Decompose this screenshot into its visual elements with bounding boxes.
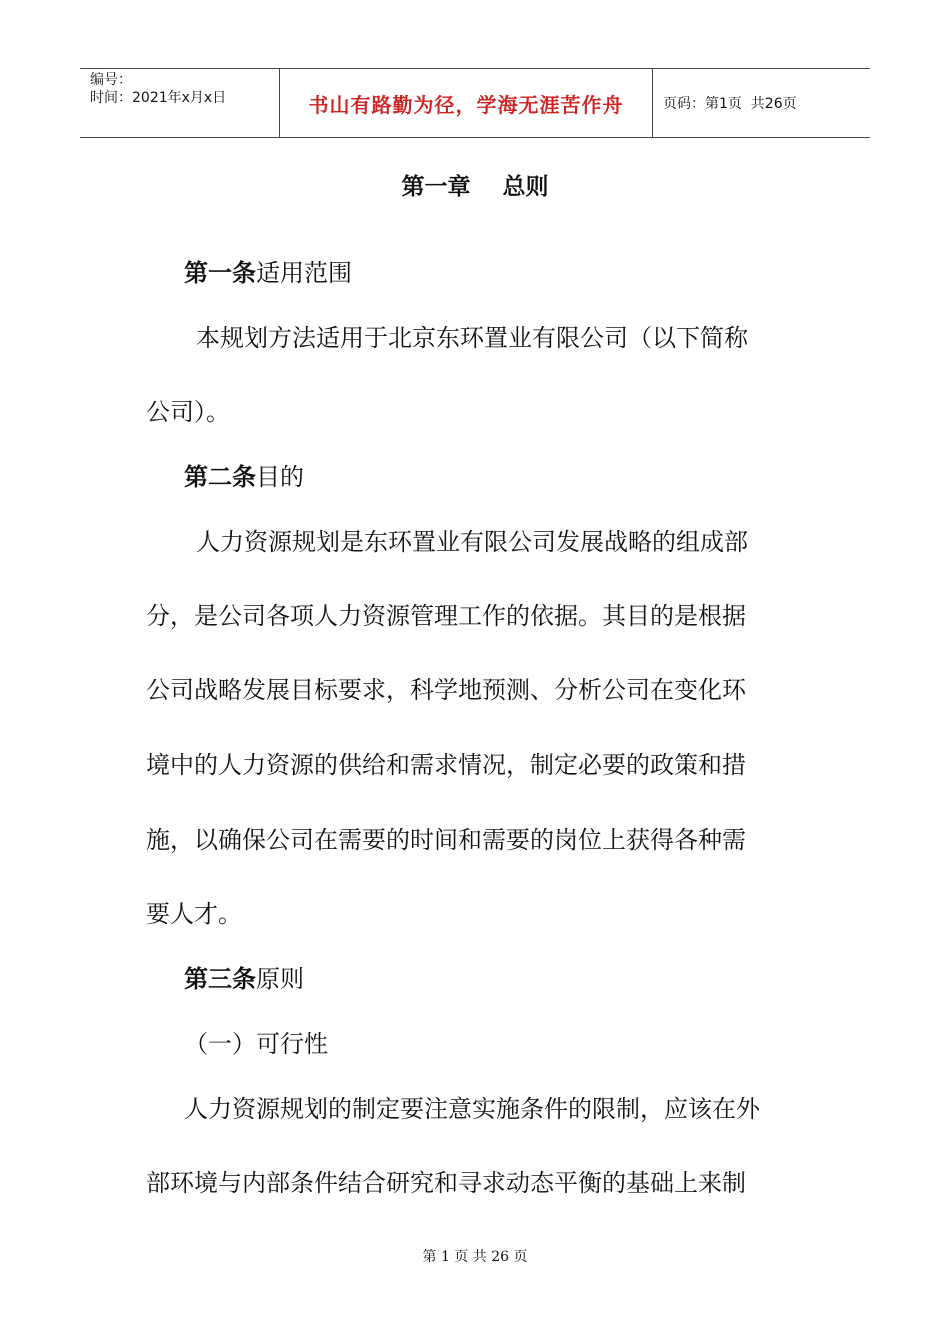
- article-2-body-line: 境中的人力资源的供给和需求情况，制定必要的政策和措: [146, 751, 746, 779]
- document-header: [80, 68, 870, 138]
- page-footer: 第 1 页 共 26 页: [422, 1249, 528, 1265]
- article-1-body-line: 本规划方法适用于北京东环置业有限公司（以下简称: [196, 324, 748, 352]
- article-2-body-line: 分，是公司各项人力资源管理工作的依据。其目的是根据: [146, 602, 746, 630]
- header-page-info: 页码：第1页 共26页: [663, 96, 797, 112]
- article-3-body-line: 部环境与内部条件结合研究和寻求动态平衡的基础上来制: [146, 1169, 746, 1197]
- article-2-body-line: 要人才。: [146, 900, 242, 928]
- article-3-label: 第三条: [184, 965, 256, 993]
- article-3-heading: [184, 964, 304, 994]
- article-3-body-line: 人力资源规划的制定要注意实施条件的限制，应该在外: [184, 1095, 760, 1123]
- article-3-subheading: （一）可行性: [184, 1030, 328, 1058]
- article-2-body-line: 人力资源规划是东环置业有限公司发展战略的组成部: [196, 528, 748, 556]
- article-3-title: 原则: [256, 965, 304, 993]
- header-meta-cell: [80, 69, 280, 137]
- article-1-body-line: 公司）。: [146, 398, 230, 426]
- header-motto: 书山有路勤为径，学海无涯苦作舟: [280, 69, 653, 137]
- article-2-body-line: 施，以确保公司在需要的时间和需要的岗位上获得各种需: [146, 826, 746, 854]
- article-1-title: 适用范围: [256, 259, 352, 287]
- code-label: 编号：: [90, 72, 132, 88]
- article-2-label: 第二条: [184, 463, 256, 491]
- date-label: 时间：2021年x月x日: [90, 90, 227, 106]
- article-2-title: 目的: [256, 463, 304, 491]
- article-2-body-line: 公司战略发展目标要求，科学地预测、分析公司在变化环: [146, 676, 746, 704]
- article-1-label: 第一条: [184, 259, 256, 287]
- chapter-title: 第一章 总则: [401, 174, 549, 200]
- article-2-heading: [184, 462, 304, 492]
- article-1-heading: [184, 258, 352, 288]
